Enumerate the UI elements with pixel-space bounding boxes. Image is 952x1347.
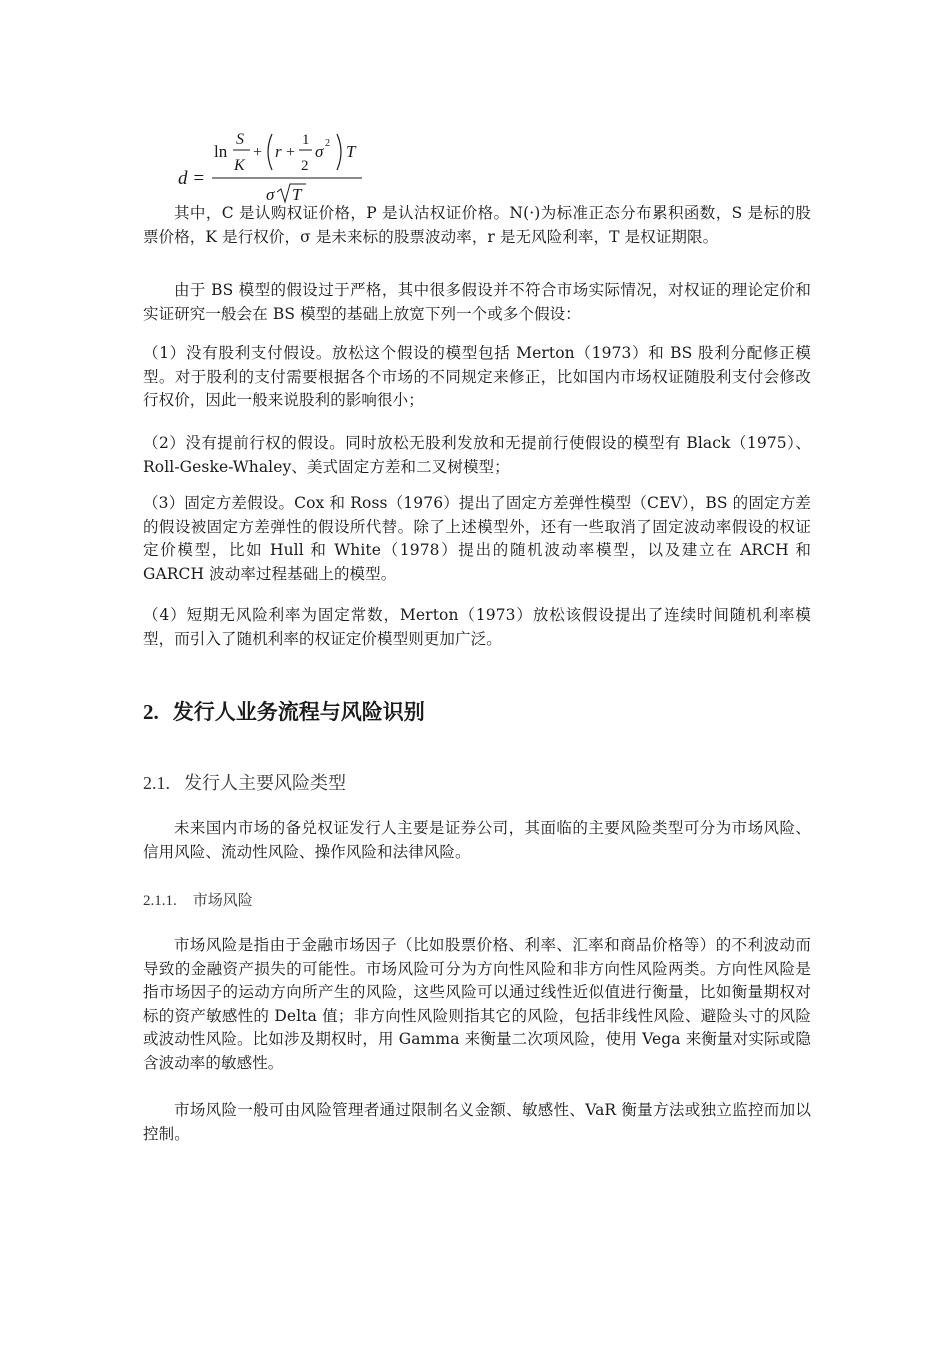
formula-half-num: 1 <box>302 132 310 148</box>
formula-left-paren <box>268 134 272 170</box>
paragraph-bs-assumptions-intro: 由于 BS 模型的假设过于严格，其中很多假设并不符合市场实际情况，对权证的理论定价和实证研究一般会在 BS 模型的基础上放宽下列一个或多个假设： <box>143 281 811 323</box>
paragraph-risk-types: 未来国内市场的备兑权证发行人主要是证券公司，其面临的主要风险类型可分为市场风险、信用风险、流动性风险、操作风险和法律风险。 <box>143 819 811 861</box>
formula-frac-den: K <box>234 157 245 174</box>
formula-den-T: T <box>292 185 302 204</box>
formula-half-den: 2 <box>301 158 309 174</box>
formula-right-paren <box>337 134 341 170</box>
paragraph-variable-definitions: 其中，C 是认购权证价格，P 是认沽权证价格。N(·)为标准正态分布累积函数，S 是标的股票价格，K 是行权价，σ 是未来标的股票波动率，r 是无风险利率，T 是权证期限。 <box>143 204 811 246</box>
subsection-heading <box>143 769 346 795</box>
formula-den-sigma: σ <box>266 185 275 204</box>
subsubsection-title: 市场风险 <box>192 891 253 909</box>
paragraph-market-risk-definition: 市场风险是指由于金融市场因子（比如股票价格、利率、汇率和商品价格等）的不利波动而导致的金融资产损失的可能性。市场风险可分为方向性风险和非方向性风险两类。方向性风险是指市场因子的运动方向所产生的风险，这些风险可以通过线性近似值进行衡量，比如衡量期权对标的资产敏感性的 Delta 值；非方向性风险则指其它的风险，包括非线性风险、避险头寸的风险或波动性风险。比如涉及期权时，用 Gamma 来衡量二次项风险，使用 Vega 来衡量对实际或隐含波动率的敏感性。 <box>143 936 811 1072</box>
subsubsection-heading <box>143 889 253 910</box>
formula-svg <box>178 126 378 206</box>
paragraph-assumption-3: （3）固定方差假设。Cox 和 Ross（1976）提出了固定方差弹性模型（CEV），BS 的固定方差的假设被固定方差弹性的假设所代替。除了上述模型外，还有一些取消了固定波动率假设的权证定价模型，比如 Hull 和 White（1978）提出的随机波动率模型，以及建立在 ARCH 和 GARCH 波动率过程基础上的模型。 <box>143 494 811 583</box>
section-number: 2. <box>143 700 159 724</box>
paragraph-assumption-4: （4）短期无风险利率为固定常数，Merton（1973）放松该假设提出了连续时间随机利率模型，而引入了随机利率的权证定价模型则更加广泛。 <box>143 606 811 648</box>
formula-frac-num: S <box>236 131 244 148</box>
formula-sigma: σ <box>315 142 324 161</box>
bs-d-formula <box>178 126 378 206</box>
formula-ln: ln <box>214 142 228 161</box>
paragraph-market-risk-control: 市场风险一般可由风险管理者通过限制名义金额、敏感性、VaR 衡量方法或独立监控而加以控制。 <box>143 1101 811 1143</box>
section-heading <box>143 696 425 726</box>
formula-plus2: + <box>286 144 296 161</box>
section-title: 发行人业务流程与风险识别 <box>172 700 425 724</box>
subsection-number: 2.1. <box>143 773 170 793</box>
subsection-title: 发行人主要风险类型 <box>184 773 346 794</box>
paragraph-assumption-1: （1）没有股利支付假设。放松这个假设的模型包括 Merton（1973）和 BS 股利分配修正模型。对于股利的支付需要根据各个市场的不同规定来修正，比如国内市场权证随股利支付会修改行权价，因此一般来说股利的影响很小； <box>143 344 811 409</box>
subsubsection-number: 2.1.1. <box>143 893 177 909</box>
formula-T: T <box>346 142 356 161</box>
paragraph-assumption-2: （2）没有提前行权的假设。同时放松无股利发放和无提前行使假设的模型有 Black（1975）、Roll-Geske-Whaley、美式固定方差和二叉树模型； <box>143 434 811 476</box>
formula-lhs: d = <box>178 168 206 189</box>
formula-r: r <box>275 142 282 161</box>
formula-plus1: + <box>253 144 263 161</box>
formula-sq: 2 <box>325 138 330 149</box>
